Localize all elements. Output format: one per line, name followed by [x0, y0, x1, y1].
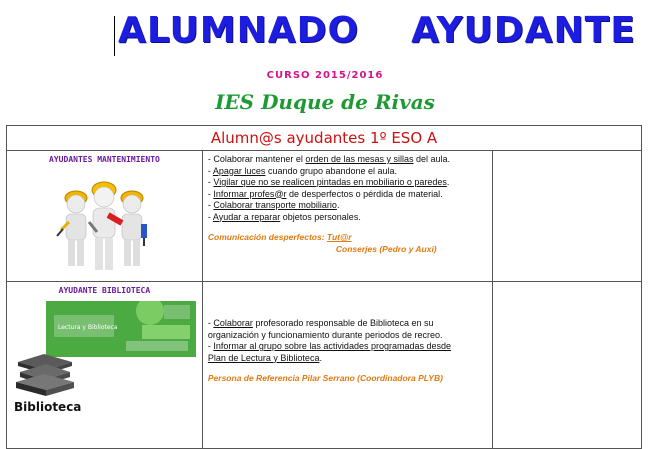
list-item: - Informar al grupo sobre las actividades programadas desde — [207, 341, 452, 351]
table-heading: Alumn@s ayudantes 1º ESO A — [7, 126, 642, 151]
tasks-cell — [202, 151, 492, 282]
school-name: IES Duque de Rivas — [215, 90, 435, 114]
list-item: - Ayudar a reparar objetos personales. — [207, 211, 361, 222]
list-item: organización y funcionamiento durante periodos de recreo. — [207, 329, 443, 340]
books-stack-icon — [14, 352, 76, 398]
reading-library-banner-icon — [46, 301, 196, 357]
list-item: - Vigilar que no se realicen pintadas en mobiliario o paredes. — [207, 177, 450, 187]
damage-contact-tutor: Tut@r — [326, 232, 352, 242]
table-row — [7, 151, 642, 282]
title-left: ALUMNADO — [118, 10, 360, 51]
tasks-cell — [202, 282, 492, 449]
list-item: - Apagar luces cuando grupo abandone el aula. — [207, 165, 398, 176]
course-subtitle: CURSO 2015/2016 — [266, 70, 384, 81]
empty-cell — [493, 151, 642, 282]
library-contact: Persona de Referencia Pilar Serrano (Coordinadora PLYB) — [207, 373, 443, 383]
list-item: - Colaborar transporte mobiliario. — [207, 200, 340, 210]
list-item: - Colaborar mantener el orden de las mesas y sillas del aula. — [207, 154, 451, 164]
table-row — [7, 282, 642, 449]
workers-illustration-icon — [49, 172, 159, 274]
title-right: AYUDANTE — [411, 10, 636, 51]
damage-contact-line — [208, 232, 488, 244]
list-item: - Colaborar profesorado responsable de Biblioteca en su — [207, 318, 434, 328]
helpers-table — [6, 125, 642, 449]
role-title: AYUDANTES MANTENIMIENTO — [49, 155, 160, 164]
page-title — [118, 10, 636, 51]
list-item: Plan de Lectura y Biblioteca. — [207, 352, 322, 363]
role-cell — [7, 151, 203, 282]
damage-contact-conserjes: Conserjes (Pedro y Auxi) — [335, 243, 437, 254]
empty-cell — [493, 282, 642, 449]
text-cursor — [114, 16, 115, 56]
list-item: - Informar profes@r de desperfectos o pérdida de material. — [207, 188, 443, 199]
role-title: AYUDANTE BIBLIOTECA — [58, 286, 151, 295]
damage-contact-label: Comunicación desperfectos: — [207, 232, 325, 242]
banner-caption: Lectura y Biblioteca — [58, 324, 118, 331]
library-logo-text: Biblioteca — [14, 400, 82, 414]
